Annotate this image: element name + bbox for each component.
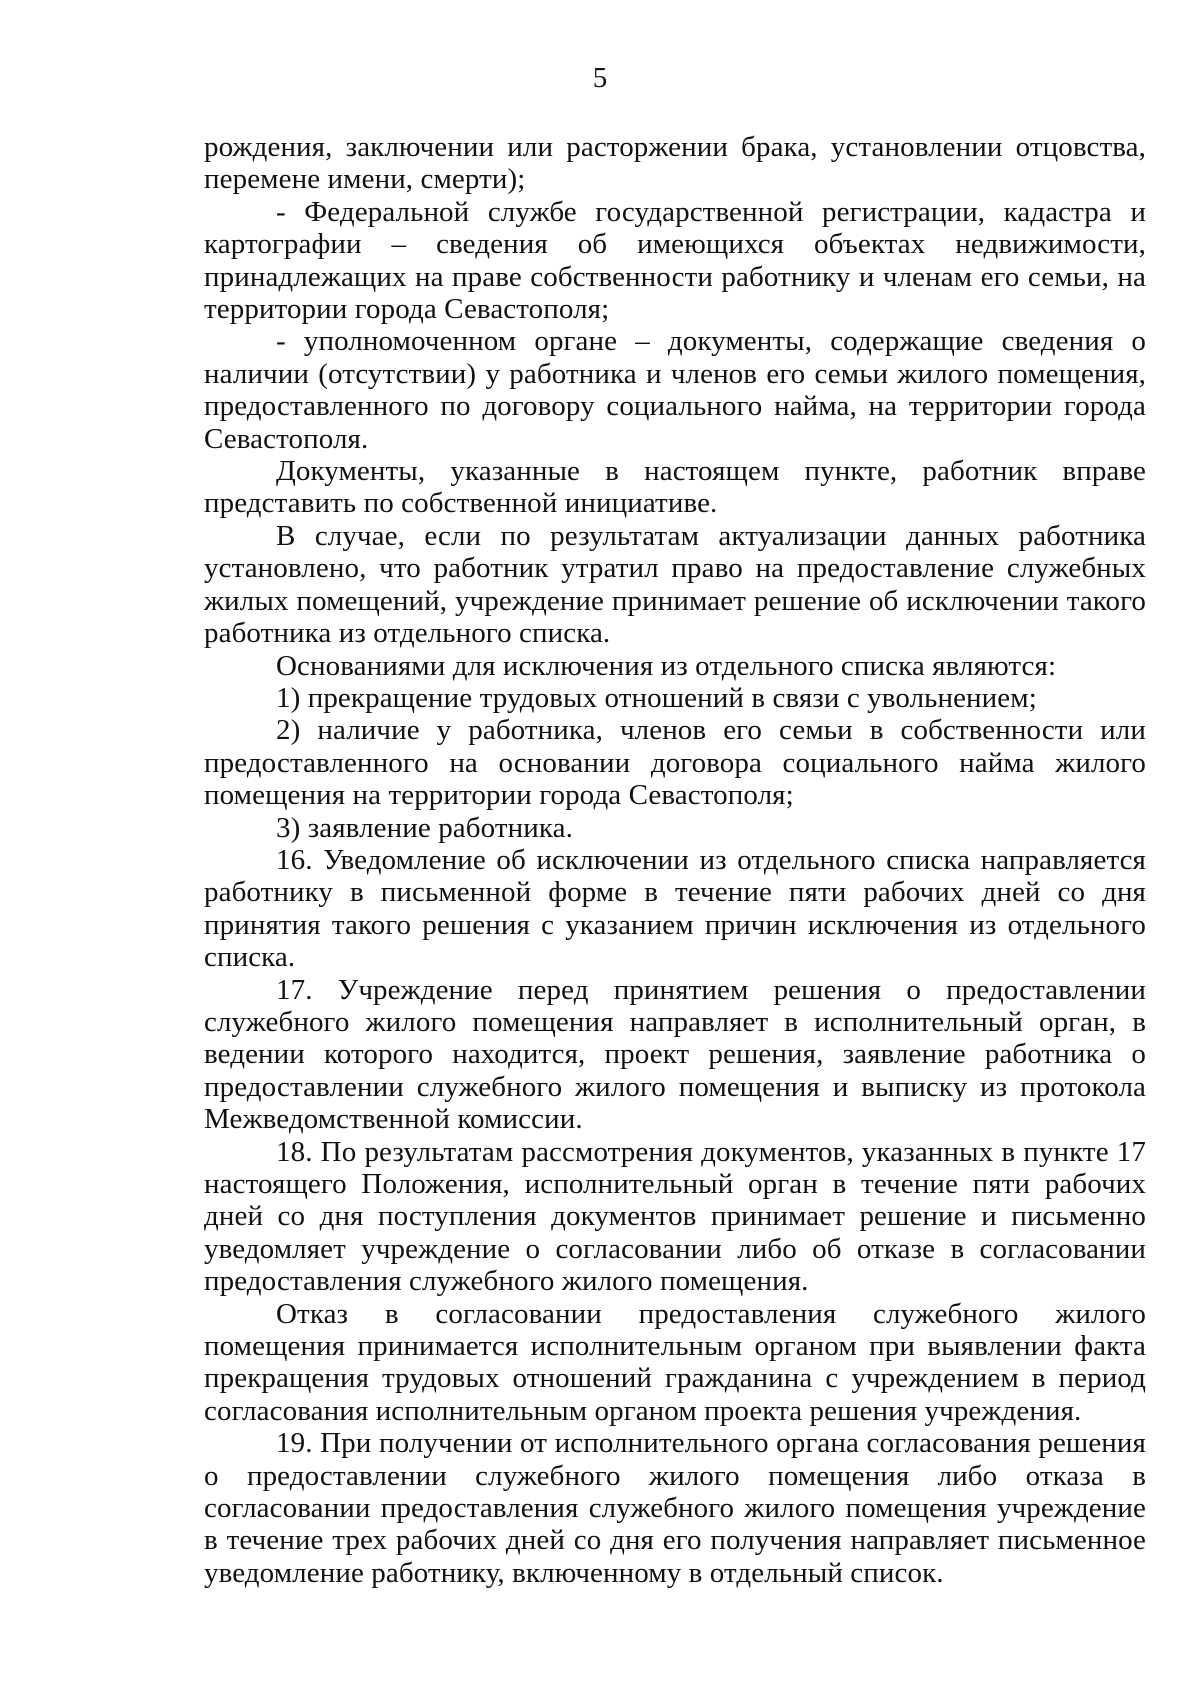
document-body xyxy=(204,131,1146,1589)
paragraph-own-initiative: Документы, указанные в настоящем пункте, работник вправе представить по собственной инициативе. xyxy=(204,455,1146,520)
paragraph-rosreestr: - Федеральной службе государственной регистрации, кадастра и картографии – сведения об имеющихся объектах недвижимости, принадлежащих на праве собственности работнику и членам его семьи, на территории города Севастополя; xyxy=(204,195,1146,326)
paragraph-clause-19: 19. При получении от исполнительного органа согласования решения о предоставлении служебного жилого помещения либо отказа в согласовании предоставления служебного жилого помещения учреждение в течение трех рабочих дней со дня его получения направляет письменное уведомление работнику, включенному в отдельный список. xyxy=(204,1427,1146,1589)
paragraph-clause-16: 16. Уведомление об исключении из отдельного списка направляется работнику в письменной форме в течение пяти рабочих дней со дня принятия такого решения с указанием причин исключения из отдельного списка. xyxy=(204,843,1146,974)
paragraph-grounds: Основаниями для исключения из отдельного списка являются: xyxy=(276,649,1057,682)
paragraph-refusal: Отказ в согласовании предоставления служебного жилого помещения принимается исполнительным органом при выявлении факта прекращения трудовых отношений гражданина с учреждением в период согласования исполнительным органом проекта решения учреждения. xyxy=(204,1297,1146,1427)
paragraph-ground-1: 1) прекращение трудовых отношений в связи с увольнением; xyxy=(276,681,1037,714)
paragraph-ground-2: 2) наличие у работника, членов его семьи в собственности или предоставленного на основании договора социального найма жилого помещения на территории города Севастополя; xyxy=(204,714,1146,812)
paragraph-authorized-body: - уполномоченном органе – документы, содержащие сведения о наличии (отсутствии) у работника и членов его семьи жилого помещения, предоставленного по договору социального найма, на территории города Севастополя. xyxy=(204,325,1146,455)
paragraph-clause-17: 17. Учреждение перед принятием решения о предоставлении служебного жилого помещения направляет в исполнительный орган, в ведении которого находится, проект решения, заявление работника о предоставлении служебного жилого помещения и выписку из протокола Межведомственной комиссии. xyxy=(204,973,1146,1136)
paragraph-clause-18: 18. По результатам рассмотрения документов, указанных в пункте 17 настоящего Положения, исполнительный орган в течение пяти рабочих дней со дня поступления документов принимает решение и письменно уведомляет учреждение о согласовании либо об отказе в согласовании предоставления служебного жилого помещения. xyxy=(204,1135,1146,1298)
paragraph-ground-3: 3) заявление работника. xyxy=(276,811,573,844)
paragraph-continuation: рождения, заключении или расторжении брака, установлении отцовства, перемене имени, смерти); xyxy=(204,131,1146,196)
page-number: 5 xyxy=(592,62,608,94)
paragraph-loss-of-right: В случае, если по результатам актуализации данных работника установлено, что работник утратил право на предоставление служебных жилых помещений, учреждение принимает решение об исключении такого работника из отдельного списка. xyxy=(204,519,1146,650)
